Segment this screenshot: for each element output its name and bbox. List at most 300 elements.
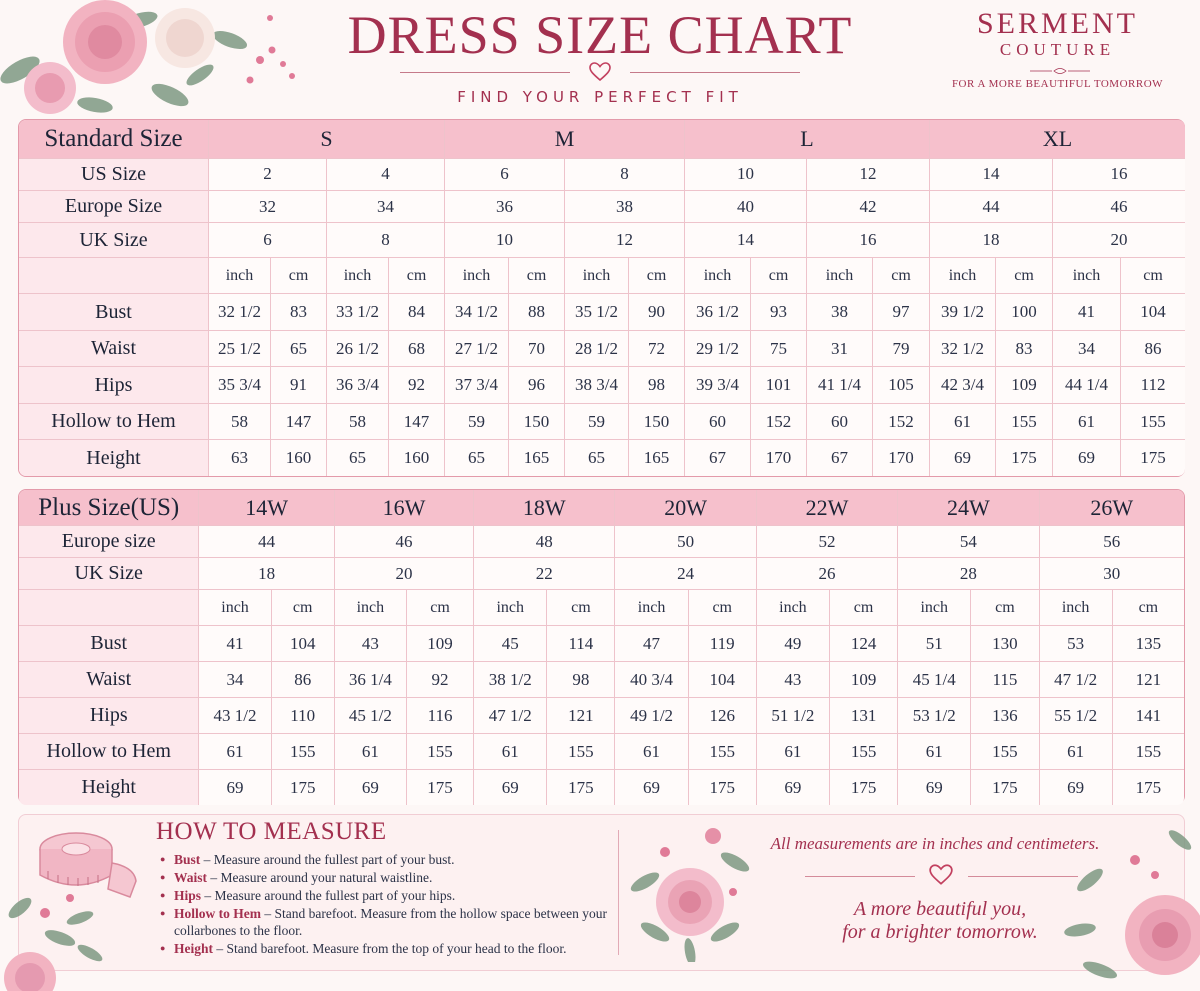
measure-cell: 126 (688, 698, 756, 734)
unit-inch-cell: inch (474, 590, 547, 626)
instruction-text: – Measure around your natural waistline. (207, 870, 433, 885)
instruction-term: Hips (174, 888, 202, 903)
measure-row-bust (19, 294, 1186, 331)
instruction-text: – Stand barefoot. Measure from the top of your head to the floor. (213, 941, 567, 956)
measure-cell: 69 (930, 440, 996, 477)
measure-cell: 61 (474, 734, 547, 770)
divider-left (400, 72, 570, 73)
measure-cell: 160 (389, 440, 445, 477)
measure-cell: 34 1/2 (445, 294, 509, 331)
uk-size-cell: 6 (209, 223, 327, 257)
measure-cell: 155 (1121, 403, 1186, 440)
measure-cell: 70 (509, 330, 565, 367)
measure-cell: 69 (615, 770, 688, 806)
unit-inch-cell: inch (1039, 590, 1112, 626)
uk-size-cell: 30 (1039, 558, 1185, 590)
measure-cell: 55 1/2 (1039, 698, 1112, 734)
unit-cm-cell: cm (271, 257, 327, 294)
row-label: US Size (19, 158, 209, 190)
uk-size-cell: 28 (898, 558, 1039, 590)
measure-cell: 86 (1121, 330, 1186, 367)
unit-cm-cell: cm (829, 590, 897, 626)
instruction-text: – Stand barefoot. Measure from the hollow space between your collarbones to the floor. (174, 906, 608, 938)
measure-cell: 165 (629, 440, 685, 477)
measure-cell: 170 (751, 440, 807, 477)
measure-cell: 155 (547, 734, 615, 770)
eu-size-cell: 44 (930, 190, 1053, 222)
measure-cell: 175 (1112, 770, 1184, 806)
measure-cell: 69 (898, 770, 971, 806)
unit-cm-cell: cm (271, 590, 334, 626)
uk-size-cell: 14 (685, 223, 807, 257)
measure-cell: 38 (807, 294, 873, 331)
heart-icon (588, 60, 612, 84)
page-subtitle: FIND YOUR PERFECT FIT (457, 88, 743, 106)
unit-cm-cell: cm (406, 590, 473, 626)
measure-cell: 105 (873, 367, 930, 404)
unit-inch-cell: inch (565, 257, 629, 294)
measure-cell: 63 (209, 440, 271, 477)
measure-cell: 68 (389, 330, 445, 367)
measure-cell: 112 (1121, 367, 1186, 404)
measure-cell: 53 1/2 (898, 698, 971, 734)
measure-cell: 36 3/4 (327, 367, 389, 404)
measure-cell: 45 (474, 626, 547, 662)
unit-cm-cell: cm (509, 257, 565, 294)
eu-size-cell: 46 (1053, 190, 1186, 222)
measure-cell: 31 (807, 330, 873, 367)
plus-size-cell: 16W (334, 490, 473, 526)
measure-cell: 39 1/2 (930, 294, 996, 331)
measure-cell: 121 (547, 698, 615, 734)
uk-size-cell: 10 (445, 223, 565, 257)
measure-cell: 34 (1053, 330, 1121, 367)
uk-size-cell: 24 (615, 558, 756, 590)
measure-cell: 43 (334, 626, 406, 662)
measure-instruction (160, 887, 610, 904)
how-to-measure-list (160, 851, 610, 958)
measure-cell: 155 (1112, 734, 1184, 770)
uk-size-cell: 20 (334, 558, 473, 590)
measure-instruction (160, 905, 610, 939)
measure-cell: 175 (271, 770, 334, 806)
measure-cell: 104 (271, 626, 334, 662)
brand-logo (950, 8, 1165, 90)
unit-inch-cell: inch (898, 590, 971, 626)
eu-size-cell: 44 (199, 526, 334, 558)
unit-cm-cell: cm (873, 257, 930, 294)
measure-cell: 36 1/2 (685, 294, 751, 331)
slogan (780, 898, 1100, 944)
measure-cell: 136 (971, 698, 1039, 734)
row-label: Hips (19, 698, 199, 734)
measure-cell: 91 (271, 367, 327, 404)
measure-cell: 47 1/2 (1039, 662, 1112, 698)
measure-cell: 45 1/4 (898, 662, 971, 698)
measure-cell: 175 (406, 770, 473, 806)
eu-size-cell: 38 (565, 190, 685, 222)
size-group: L (685, 120, 930, 159)
measure-cell: 39 3/4 (685, 367, 751, 404)
measure-cell: 155 (271, 734, 334, 770)
measure-cell: 25 1/2 (209, 330, 271, 367)
uk-size-cell: 8 (327, 223, 445, 257)
row-label: Bust (19, 294, 209, 331)
measure-cell: 110 (271, 698, 334, 734)
row-label: Height (19, 770, 199, 806)
us-size-cell: 2 (209, 158, 327, 190)
measure-cell: 100 (996, 294, 1053, 331)
measure-cell: 135 (1112, 626, 1184, 662)
eu-size-cell: 42 (807, 190, 930, 222)
measure-cell: 38 1/2 (474, 662, 547, 698)
measure-cell: 175 (1121, 440, 1186, 477)
brand-tagline: FOR A MORE BEAUTIFUL TOMORROW (951, 78, 1164, 90)
measure-cell: 58 (209, 403, 271, 440)
brand-subname: COUTURE (999, 40, 1116, 59)
measure-cell: 165 (509, 440, 565, 477)
unit-inch-cell: inch (930, 257, 996, 294)
measure-cell: 175 (829, 770, 897, 806)
measure-cell: 65 (271, 330, 327, 367)
uk-size-cell: 18 (930, 223, 1053, 257)
measure-cell: 61 (199, 734, 271, 770)
measure-cell: 175 (688, 770, 756, 806)
plus-size-cell: 26W (1039, 490, 1185, 526)
uk-size-cell: 18 (199, 558, 334, 590)
brand-name: SERMENT (976, 7, 1138, 40)
measure-cell: 147 (271, 403, 327, 440)
measure-cell: 104 (688, 662, 756, 698)
measure-cell: 69 (1053, 440, 1121, 477)
measure-cell: 61 (1039, 734, 1112, 770)
panel-divider (618, 830, 619, 955)
measure-row-bust (19, 626, 1185, 662)
measurement-note: All measurements are in inches and centimeters. (770, 834, 1100, 853)
size-group: S (209, 120, 445, 159)
measure-cell: 61 (334, 734, 406, 770)
measure-cell: 79 (873, 330, 930, 367)
unit-inch-cell: inch (334, 590, 406, 626)
measure-cell: 155 (996, 403, 1053, 440)
ornament-icon (1030, 66, 1090, 76)
plus-size-cell: 14W (199, 490, 334, 526)
rose-bouquet-icon (625, 822, 755, 962)
plus-size-cell: 20W (615, 490, 756, 526)
unit-cm-cell: cm (996, 257, 1053, 294)
eu-size-cell: 34 (327, 190, 445, 222)
instruction-term: Bust (174, 852, 201, 867)
plus-size-cell: 24W (898, 490, 1039, 526)
measure-cell: 109 (829, 662, 897, 698)
measure-cell: 114 (547, 626, 615, 662)
measure-cell: 47 1/2 (474, 698, 547, 734)
measure-cell: 170 (873, 440, 930, 477)
eu-size-cell: 32 (209, 190, 327, 222)
measure-cell: 88 (509, 294, 565, 331)
measure-cell: 155 (406, 734, 473, 770)
measure-cell: 37 3/4 (445, 367, 509, 404)
eu-size-cell: 40 (685, 190, 807, 222)
measure-row-height (19, 440, 1186, 477)
unit-inch-cell: inch (807, 257, 873, 294)
instruction-term: Waist (174, 870, 208, 885)
unit-inch-cell: inch (685, 257, 751, 294)
measure-cell: 43 (756, 662, 829, 698)
unit-inch-cell: inch (756, 590, 829, 626)
eu-size-cell: 48 (474, 526, 615, 558)
unit-cm-cell: cm (751, 257, 807, 294)
measure-cell: 72 (629, 330, 685, 367)
measure-cell: 101 (751, 367, 807, 404)
how-to-measure-title: HOW TO MEASURE (156, 818, 387, 845)
measure-cell: 28 1/2 (565, 330, 629, 367)
measure-cell: 69 (1039, 770, 1112, 806)
measure-cell: 86 (271, 662, 334, 698)
measure-cell: 43 1/2 (199, 698, 271, 734)
measure-cell: 69 (474, 770, 547, 806)
measure-cell: 61 (615, 734, 688, 770)
measure-cell: 119 (688, 626, 756, 662)
measure-cell: 40 3/4 (615, 662, 688, 698)
measure-cell: 65 (445, 440, 509, 477)
measure-cell: 152 (873, 403, 930, 440)
instruction-term: Hollow to Hem (174, 906, 261, 921)
measure-cell: 58 (327, 403, 389, 440)
eu-size-cell: 46 (334, 526, 473, 558)
measure-cell: 109 (406, 626, 473, 662)
measure-cell: 98 (629, 367, 685, 404)
eu-size-cell: 56 (1039, 526, 1185, 558)
measure-cell: 98 (547, 662, 615, 698)
measure-cell: 92 (389, 367, 445, 404)
measure-cell: 51 (898, 626, 971, 662)
instruction-term: Height (174, 941, 213, 956)
measure-instruction (160, 851, 610, 868)
row-label: UK Size (19, 223, 209, 257)
row-label-empty (19, 257, 209, 294)
eu-size-cell: 52 (756, 526, 897, 558)
unit-inch-cell: inch (1053, 257, 1121, 294)
measure-cell: 67 (685, 440, 751, 477)
measure-cell: 53 (1039, 626, 1112, 662)
plus-unit-row (19, 590, 1185, 626)
size-group-row (19, 120, 1186, 159)
measure-cell: 41 (199, 626, 271, 662)
measure-cell: 150 (509, 403, 565, 440)
measure-cell: 60 (807, 403, 873, 440)
measure-cell: 61 (930, 403, 996, 440)
measure-cell: 35 1/2 (565, 294, 629, 331)
us-size-cell: 4 (327, 158, 445, 190)
unit-row (19, 257, 1186, 294)
measure-cell: 147 (389, 403, 445, 440)
measure-cell: 84 (389, 294, 445, 331)
unit-cm-cell: cm (971, 590, 1039, 626)
plus-europe-row (19, 526, 1185, 558)
measure-cell: 51 1/2 (756, 698, 829, 734)
unit-inch-cell: inch (327, 257, 389, 294)
measure-cell: 27 1/2 (445, 330, 509, 367)
measure-cell: 141 (1112, 698, 1184, 734)
measure-cell: 175 (547, 770, 615, 806)
measure-cell: 97 (873, 294, 930, 331)
measure-cell: 41 (1053, 294, 1121, 331)
unit-inch-cell: inch (199, 590, 271, 626)
unit-cm-cell: cm (389, 257, 445, 294)
standard-size-label: Standard Size (19, 120, 209, 159)
measure-row-hips (19, 367, 1186, 404)
measure-row-hollow-to-hem (19, 403, 1186, 440)
page-title: DRESS SIZE CHART (347, 5, 853, 65)
unit-inch-cell: inch (445, 257, 509, 294)
rose-bouquet-icon (1060, 820, 1200, 991)
plus-size-table (18, 489, 1185, 806)
measure-row-hips (19, 698, 1185, 734)
plus-measure-rows (19, 626, 1185, 806)
measure-cell: 49 (756, 626, 829, 662)
rose-bouquet-icon (0, 0, 300, 120)
measure-cell: 49 1/2 (615, 698, 688, 734)
plus-size-cell: 22W (756, 490, 897, 526)
measure-cell: 130 (971, 626, 1039, 662)
eu-size-cell: 36 (445, 190, 565, 222)
europe-size-row (19, 190, 1186, 222)
measure-cell: 35 3/4 (209, 367, 271, 404)
unit-inch-cell: inch (209, 257, 271, 294)
size-group: XL (930, 120, 1186, 159)
uk-size-cell: 22 (474, 558, 615, 590)
instruction-text: – Measure around the fullest part of your bust. (200, 852, 455, 867)
row-label: Hollow to Hem (19, 734, 199, 770)
divider-left (805, 876, 915, 877)
measure-row-waist (19, 330, 1186, 367)
uk-size-cell: 12 (565, 223, 685, 257)
row-label-empty (19, 590, 199, 626)
measure-cell: 60 (685, 403, 751, 440)
measure-cell: 45 1/2 (334, 698, 406, 734)
measure-cell: 92 (406, 662, 473, 698)
measure-cell: 67 (807, 440, 873, 477)
measure-cell: 104 (1121, 294, 1186, 331)
standard-size-table (18, 119, 1186, 477)
unit-cm-cell: cm (1121, 257, 1186, 294)
measure-instruction (160, 940, 610, 957)
measure-cell: 32 1/2 (930, 330, 996, 367)
heart-icon (927, 862, 955, 888)
measure-cell: 69 (756, 770, 829, 806)
row-label: UK Size (19, 558, 199, 590)
measure-instruction (160, 869, 610, 886)
measure-row-waist (19, 662, 1185, 698)
row-label: Height (19, 440, 209, 477)
measure-cell: 115 (971, 662, 1039, 698)
measure-cell: 83 (271, 294, 327, 331)
measure-cell: 61 (756, 734, 829, 770)
us-size-cell: 10 (685, 158, 807, 190)
measure-cell: 150 (629, 403, 685, 440)
uk-size-cell: 16 (807, 223, 930, 257)
uk-size-cell: 20 (1053, 223, 1186, 257)
measure-cell: 175 (971, 770, 1039, 806)
measure-cell: 121 (1112, 662, 1184, 698)
unit-cm-cell: cm (688, 590, 756, 626)
measure-cell: 152 (751, 403, 807, 440)
measure-cell: 59 (565, 403, 629, 440)
plus-size-cell: 18W (474, 490, 615, 526)
eu-size-cell: 50 (615, 526, 756, 558)
measure-cell: 26 1/2 (327, 330, 389, 367)
us-size-cell: 16 (1053, 158, 1186, 190)
measure-cell: 38 3/4 (565, 367, 629, 404)
measure-cell: 93 (751, 294, 807, 331)
slogan-line-2: for a brighter tomorrow. (842, 921, 1038, 943)
measure-cell: 69 (199, 770, 271, 806)
row-label: Europe Size (19, 190, 209, 222)
divider-right (630, 72, 800, 73)
measure-cell: 116 (406, 698, 473, 734)
measure-cell: 44 1/4 (1053, 367, 1121, 404)
row-label: Hips (19, 367, 209, 404)
plus-size-header-row (19, 490, 1185, 526)
row-label: Bust (19, 626, 199, 662)
measure-cell: 109 (996, 367, 1053, 404)
measure-cell: 155 (829, 734, 897, 770)
measure-cell: 41 1/4 (807, 367, 873, 404)
size-group: M (445, 120, 685, 159)
us-size-cell: 12 (807, 158, 930, 190)
uk-size-cell: 26 (756, 558, 897, 590)
measure-cell: 59 (445, 403, 509, 440)
measure-cell: 65 (565, 440, 629, 477)
measure-row-hollow-to-hem (19, 734, 1185, 770)
us-size-cell: 6 (445, 158, 565, 190)
row-label: Hollow to Hem (19, 403, 209, 440)
us-size-row (19, 158, 1186, 190)
measure-cell: 131 (829, 698, 897, 734)
measure-cell: 155 (971, 734, 1039, 770)
measure-cell: 155 (688, 734, 756, 770)
measure-cell: 175 (996, 440, 1053, 477)
measure-cell: 32 1/2 (209, 294, 271, 331)
plus-size-label: Plus Size(US) (19, 490, 199, 526)
instruction-text: – Measure around the fullest part of your hips. (201, 888, 456, 903)
row-label: Waist (19, 662, 199, 698)
eu-size-cell: 54 (898, 526, 1039, 558)
us-size-cell: 8 (565, 158, 685, 190)
standard-measure-rows (19, 294, 1186, 477)
unit-cm-cell: cm (547, 590, 615, 626)
measure-cell: 33 1/2 (327, 294, 389, 331)
row-label: Europe size (19, 526, 199, 558)
measure-cell: 61 (898, 734, 971, 770)
unit-cm-cell: cm (629, 257, 685, 294)
uk-size-row (19, 223, 1186, 257)
measure-cell: 75 (751, 330, 807, 367)
measure-cell: 34 (199, 662, 271, 698)
measure-cell: 160 (271, 440, 327, 477)
rose-bouquet-icon (0, 878, 110, 991)
measure-cell: 42 3/4 (930, 367, 996, 404)
measure-cell: 83 (996, 330, 1053, 367)
measure-cell: 61 (1053, 403, 1121, 440)
measure-row-height (19, 770, 1185, 806)
measure-cell: 65 (327, 440, 389, 477)
measure-cell: 96 (509, 367, 565, 404)
measure-cell: 36 1/4 (334, 662, 406, 698)
unit-inch-cell: inch (615, 590, 688, 626)
measure-cell: 90 (629, 294, 685, 331)
